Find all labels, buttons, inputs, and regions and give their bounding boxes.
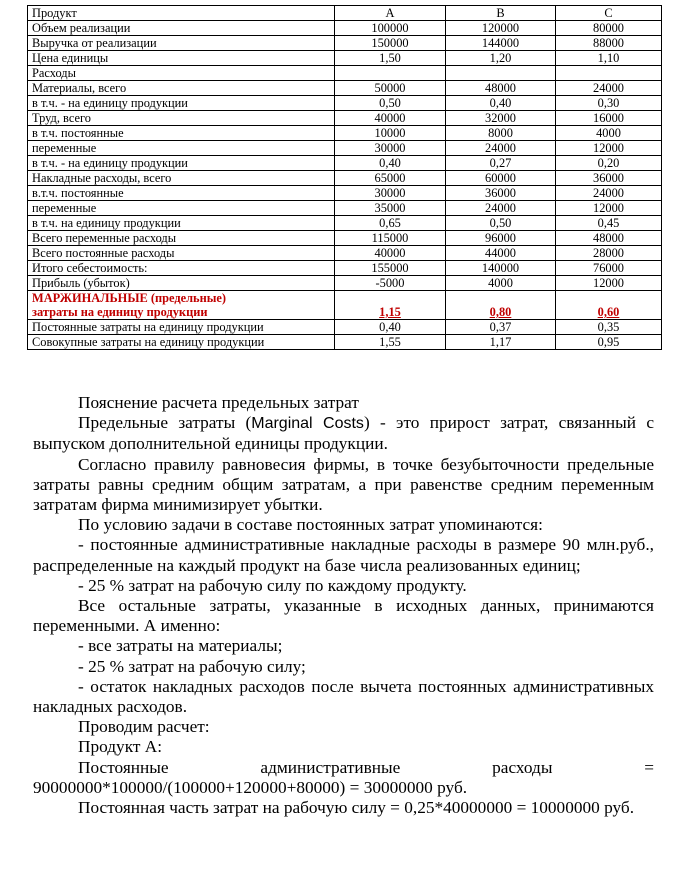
marginal-label-line2: затраты на единицу продукции	[32, 305, 208, 319]
table-row	[28, 36, 662, 51]
value-b: 96000	[446, 231, 556, 246]
definition-end: ) - это прирост затрат, связанный с выпуском дополнительной единицы продукции.	[33, 413, 654, 454]
paragraph-fixed-costs-intro: По условию задачи в составе постоянных затрат упоминаются:	[78, 515, 543, 535]
paragraph-variable-intro: Все остальные затраты, указанные в исходных данных, принимаются переменными. А именно:	[33, 596, 654, 636]
paragraph-calc: Проводим расчет:	[78, 717, 210, 737]
marginal-value-a: 1,15	[335, 291, 446, 320]
value-a: А	[335, 6, 446, 21]
table-row	[28, 156, 662, 171]
value-a: 0,50	[335, 96, 446, 111]
value-b: 44000	[446, 246, 556, 261]
row-label: Выручка от реализации	[28, 36, 335, 51]
bullet-labor-variable: - 25 % затрат на рабочую силу;	[78, 656, 306, 676]
paragraph-admin-calc: Постоянные административные расходы = 90000000*100000/(100000+120000+80000) = 30000000 руб.	[33, 757, 654, 797]
value-a: 150000	[335, 36, 446, 51]
value-c: 16000	[556, 111, 662, 126]
value-c: 12000	[556, 201, 662, 216]
value-a: 35000	[335, 201, 446, 216]
paragraph-heading: Пояснение расчета предельных затрат	[78, 393, 359, 412]
table-row	[28, 81, 662, 96]
row-label: в т.ч. постоянные	[28, 126, 335, 141]
marginal-label-line1: МАРЖИНАЛЬНЫЕ (предельные)	[32, 291, 227, 305]
value-c: 12000	[556, 276, 662, 291]
value-c: 0,30	[556, 96, 662, 111]
value-b: 0,27	[446, 156, 556, 171]
explanation-text	[33, 393, 654, 818]
table-row	[28, 276, 662, 291]
value-b: 140000	[446, 261, 556, 276]
bullet-materials: - все затраты на материалы;	[78, 636, 283, 656]
row-label: в.т.ч. постоянные	[28, 186, 335, 201]
row-label: Итого себестоимость:	[28, 261, 335, 276]
value-c: С	[556, 6, 662, 21]
value-c: 0,45	[556, 216, 662, 231]
value-a: 40000	[335, 246, 446, 261]
row-label: в т.ч. - на единицу продукции	[28, 156, 335, 171]
row-label: переменные	[28, 141, 335, 156]
bullet-labor-fixed: - 25 % затрат на рабочую силу по каждому продукту.	[78, 575, 467, 595]
table-row	[28, 111, 662, 126]
row-label: Всего переменные расходы	[28, 231, 335, 246]
value-c: 1,10	[556, 51, 662, 66]
value-c: 28000	[556, 246, 662, 261]
value-c: 80000	[556, 21, 662, 36]
table-row	[28, 141, 662, 156]
value-a	[335, 66, 446, 81]
row-label: Расходы	[28, 66, 335, 81]
value-a: 30000	[335, 186, 446, 201]
row-label: Продукт	[28, 6, 335, 21]
marginal-costs-label	[28, 291, 335, 320]
row-label: Труд, всего	[28, 111, 335, 126]
row-label: Цена единицы	[28, 51, 335, 66]
table-row	[28, 66, 662, 81]
value-b: 0,50	[446, 216, 556, 231]
value-c: 88000	[556, 36, 662, 51]
value-b: 120000	[446, 21, 556, 36]
row-label: Объем реализации	[28, 21, 335, 36]
value-b: 24000	[446, 201, 556, 216]
value-c: 4000	[556, 126, 662, 141]
marginal-value-b: 0,80	[446, 291, 556, 320]
bullet-overhead-remainder: - остаток накладных расходов после вычета постоянных административных накладных расходов.	[33, 676, 654, 717]
value-b: 0,37	[446, 320, 556, 335]
value-b: 4000	[446, 276, 556, 291]
value-a: 0,40	[335, 320, 446, 335]
value-a: 1,50	[335, 51, 446, 66]
table-row	[28, 21, 662, 36]
value-c	[556, 66, 662, 81]
paragraph-labor-calc: Постоянная часть затрат на рабочую силу = 0,25*40000000 = 10000000 руб.	[78, 798, 635, 818]
row-label: Материалы, всего	[28, 81, 335, 96]
value-c: 48000	[556, 231, 662, 246]
cost-table	[27, 5, 662, 350]
row-label: в т.ч. на единицу продукции	[28, 216, 335, 231]
value-b: 1,20	[446, 51, 556, 66]
definition-term-en: Marginal Costs	[251, 415, 364, 433]
value-a: 155000	[335, 261, 446, 276]
table-row	[28, 126, 662, 141]
value-b: 8000	[446, 126, 556, 141]
table-row	[28, 186, 662, 201]
value-b: 144000	[446, 36, 556, 51]
marginal-value-c: 0,60	[556, 291, 662, 320]
value-c: 76000	[556, 261, 662, 276]
row-label: Прибыль (убыток)	[28, 276, 335, 291]
row-label: переменные	[28, 201, 335, 216]
row-label: Постоянные затраты на единицу продукции	[28, 320, 335, 335]
paragraph-definition	[33, 413, 654, 454]
value-c: 36000	[556, 171, 662, 186]
value-b	[446, 66, 556, 81]
value-a: -5000	[335, 276, 446, 291]
value-a: 0,65	[335, 216, 446, 231]
marginal-costs-row	[28, 291, 662, 320]
value-c: 0,35	[556, 320, 662, 335]
table-row	[28, 320, 662, 335]
value-c: 0,95	[556, 335, 662, 350]
value-b: 48000	[446, 81, 556, 96]
value-b: 36000	[446, 186, 556, 201]
value-a: 40000	[335, 111, 446, 126]
row-label: Всего постоянные расходы	[28, 246, 335, 261]
table-row	[28, 171, 662, 186]
value-c: 24000	[556, 186, 662, 201]
row-label: в т.ч. - на единицу продукции	[28, 96, 335, 111]
paragraph-equilibrium: Согласно правилу равновесия фирмы, в точке безубыточности предельные затраты равны средним общим затратам, а при равенстве средним переменным затратам фирма минимизирует убытки.	[33, 454, 654, 515]
value-b: 24000	[446, 141, 556, 156]
table-row	[28, 261, 662, 276]
cost-table-body	[28, 6, 662, 350]
table-row	[28, 231, 662, 246]
value-b: 1,17	[446, 335, 556, 350]
table-row	[28, 51, 662, 66]
value-a: 30000	[335, 141, 446, 156]
value-a: 0,40	[335, 156, 446, 171]
value-b: 32000	[446, 111, 556, 126]
bullet-admin-overhead: - постоянные административные накладные расходы в размере 90 млн.руб., распределенные на каждый продукт на базе числа реализованных единиц;	[33, 535, 654, 575]
table-row	[28, 201, 662, 216]
value-a: 10000	[335, 126, 446, 141]
table-row	[28, 96, 662, 111]
table-row	[28, 216, 662, 231]
value-c: 12000	[556, 141, 662, 156]
value-b: 0,40	[446, 96, 556, 111]
value-b: 60000	[446, 171, 556, 186]
paragraph-product-a: Продукт А:	[78, 737, 163, 757]
value-a: 100000	[335, 21, 446, 36]
definition-start: Предельные затраты (	[78, 413, 252, 433]
value-c: 0,20	[556, 156, 662, 171]
value-a: 1,55	[335, 335, 446, 350]
row-label: Совокупные затраты на единицу продукции	[28, 335, 335, 350]
value-b: В	[446, 6, 556, 21]
value-a: 65000	[335, 171, 446, 186]
table-row	[28, 246, 662, 261]
table-row	[28, 6, 662, 21]
row-label: Накладные расходы, всего	[28, 171, 335, 186]
value-c: 24000	[556, 81, 662, 96]
table-row	[28, 335, 662, 350]
value-a: 50000	[335, 81, 446, 96]
value-a: 115000	[335, 231, 446, 246]
